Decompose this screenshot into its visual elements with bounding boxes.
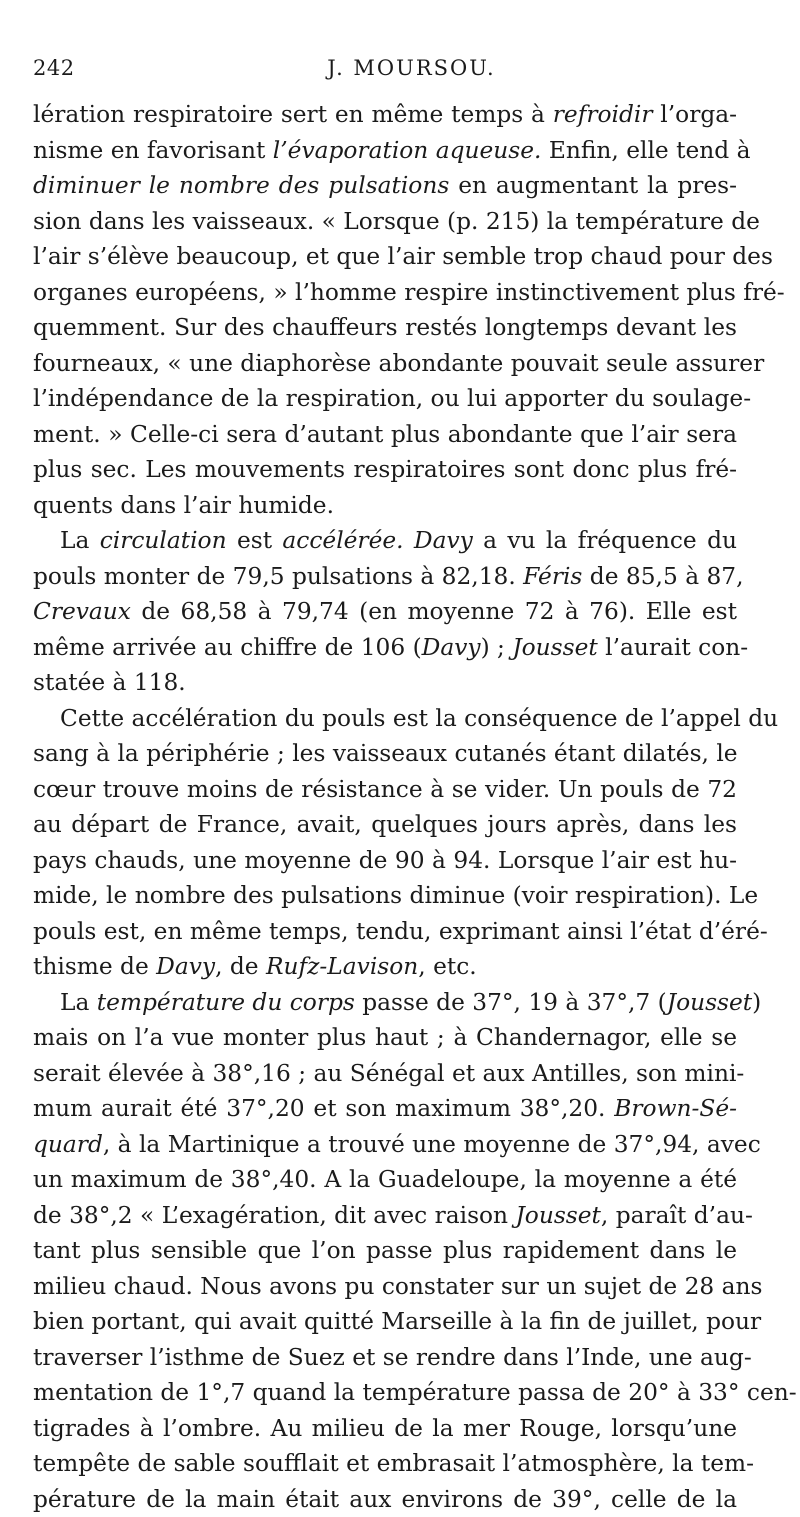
text-segment: statée à 118.	[33, 669, 186, 696]
text-line	[33, 1446, 737, 1482]
text-line	[33, 630, 737, 666]
text-segment: La	[60, 527, 100, 554]
text-line	[33, 594, 737, 630]
text-line	[33, 1375, 737, 1411]
italic-text: l’évaporation aqueuse.	[273, 137, 542, 164]
text-segment: a vu la fréquence du	[473, 527, 737, 554]
text-segment: )	[752, 989, 761, 1016]
text-segment: serait élevée à 38°,16 ; au Sénégal et aux Antilles, son mini-	[33, 1060, 744, 1087]
text-line	[33, 1091, 737, 1127]
text-line	[33, 1127, 737, 1163]
italic-text: accélérée. Davy	[282, 527, 472, 554]
text-segment: de 85,5 à 87,	[582, 563, 743, 590]
text-segment: pays chauds, une moyenne de 90 à 94. Lorsque l’air est hu-	[33, 847, 737, 874]
text-line	[33, 204, 737, 240]
body-text	[33, 97, 737, 1517]
text-segment: , etc.	[418, 953, 476, 980]
text-line	[33, 1411, 737, 1447]
text-line	[33, 310, 737, 346]
text-segment: quents dans l’air humide.	[33, 492, 334, 519]
text-segment: La	[60, 989, 97, 1016]
text-line	[33, 1340, 737, 1376]
text-line	[33, 452, 737, 488]
italic-text: Davy	[156, 953, 215, 980]
italic-text: circulation	[100, 527, 227, 554]
italic-text: Jousset	[667, 989, 752, 1016]
text-segment: tigrades à l’ombre. Au milieu de la mer Rouge, lorsqu’une	[33, 1415, 737, 1442]
text-segment: , à la Martinique a trouvé une moyenne de 37°,94, avec	[103, 1131, 761, 1158]
text-segment: cœur trouve moins de résistance à se vider. Un pouls de 72	[33, 776, 737, 803]
text-segment: en augmentant la pres-	[449, 172, 737, 199]
text-line	[33, 275, 737, 311]
text-segment: l’aurait con-	[598, 634, 748, 661]
italic-text: Rufz-Lavison	[266, 953, 418, 980]
text-segment: nisme en favorisant	[33, 137, 273, 164]
text-segment: thisme de	[33, 953, 156, 980]
running-head: J. MOURSOU.	[33, 56, 760, 80]
page-number: 242	[33, 56, 75, 80]
italic-text: Féris	[523, 563, 582, 590]
text-segment: plus sec. Les mouvements respiratoires sont donc plus fré-	[33, 456, 737, 483]
text-line	[33, 914, 737, 950]
text-segment: l’orga-	[652, 101, 737, 128]
italic-text: quard	[33, 1131, 103, 1158]
text-segment: , de	[215, 953, 266, 980]
text-line	[33, 523, 737, 559]
text-line	[33, 807, 737, 843]
text-segment: au départ de France, avait, quelques jours après, dans les	[33, 811, 737, 838]
text-line	[33, 559, 737, 595]
text-segment: tempête de sable soufflait et embrasait l’atmosphère, la tem-	[33, 1450, 754, 1477]
text-segment: sang à la périphérie ; les vaisseaux cutanés étant dilatés, le	[33, 740, 738, 767]
text-line	[33, 417, 737, 453]
text-line	[33, 1269, 737, 1305]
text-line	[33, 488, 737, 524]
text-line	[33, 878, 737, 914]
text-segment: de 68,58 à 79,74 (en moyenne 72 à 76). Elle est	[131, 598, 737, 625]
italic-text: refroidir	[553, 101, 653, 128]
text-line	[33, 1482, 737, 1517]
text-line	[33, 1233, 737, 1269]
italic-text: Crevaux	[33, 598, 131, 625]
italic-text: Jousset	[512, 634, 597, 661]
italic-text: température du corps	[97, 989, 355, 1016]
text-line	[33, 1198, 737, 1234]
text-line	[33, 1304, 737, 1340]
text-segment: sion dans les vaisseaux. « Lorsque (p. 215) la température de	[33, 208, 760, 235]
text-segment: quemment. Sur des chauffeurs restés longtemps devant les	[33, 314, 737, 341]
text-line	[33, 772, 737, 808]
text-line	[33, 381, 737, 417]
text-segment: Cette accélération du pouls est la conséquence de l’appel du	[60, 705, 778, 732]
text-line	[33, 346, 737, 382]
text-segment: bien portant, qui avait quitté Marseille à la fin de juillet, pour	[33, 1308, 761, 1335]
text-segment: pouls monter de 79,5 pulsations à 82,18.	[33, 563, 523, 590]
page-header	[33, 56, 760, 90]
text-line	[33, 701, 737, 737]
text-segment: passe de 37°, 19 à 37°,7 (	[355, 989, 667, 1016]
text-segment: fourneaux, « une diaphorèse abondante pouvait seule assurer	[33, 350, 764, 377]
text-segment: , paraît d’au-	[601, 1202, 753, 1229]
text-segment: ment. » Celle-ci sera d’autant plus abondante que l’air sera	[33, 421, 737, 448]
text-segment: milieu chaud. Nous avons pu constater sur un sujet de 28 ans	[33, 1273, 762, 1300]
text-line	[33, 168, 737, 204]
text-segment: l’indépendance de la respiration, ou lui apporter du soulage-	[33, 385, 751, 412]
text-line	[33, 97, 737, 133]
text-line	[33, 239, 737, 275]
text-line	[33, 843, 737, 879]
text-line	[33, 665, 737, 701]
italic-text: Davy	[422, 634, 481, 661]
text-segment: pouls est, en même temps, tendu, exprimant ainsi l’état d’éré-	[33, 918, 768, 945]
text-line	[33, 949, 737, 985]
text-segment: pérature de la main était aux environs de 39°, celle de la	[33, 1486, 737, 1513]
text-segment: traverser l’isthme de Suez et se rendre dans l’Inde, une aug-	[33, 1344, 752, 1371]
text-line	[33, 1056, 737, 1092]
text-segment: organes européens, » l’homme respire instinctivement plus fré-	[33, 279, 785, 306]
italic-text: Brown-Sé-	[614, 1095, 737, 1122]
text-segment: l’air s’élève beaucoup, et que l’air semble trop chaud pour des	[33, 243, 773, 270]
text-line	[33, 1020, 737, 1056]
italic-text: Jousset	[515, 1202, 600, 1229]
text-segment: Enfin, elle tend à	[541, 137, 750, 164]
text-segment: mide, le nombre des pulsations diminue (voir respiration). Le	[33, 882, 758, 909]
text-segment: mentation de 1°,7 quand la température passa de 20° à 33° cen-	[33, 1379, 797, 1406]
text-segment: un maximum de 38°,40. A la Guadeloupe, la moyenne a été	[33, 1166, 737, 1193]
text-segment: tant plus sensible que l’on passe plus rapidement dans le	[33, 1237, 737, 1264]
text-segment: de 38°,2 « L’exagération, dit avec raison	[33, 1202, 515, 1229]
text-segment: lération respiratoire sert en même temps à	[33, 101, 553, 128]
text-segment: est	[227, 527, 283, 554]
text-line	[33, 736, 737, 772]
text-segment: mais on l’a vue monter plus haut ; à Chandernagor, elle se	[33, 1024, 737, 1051]
text-line	[33, 133, 737, 169]
text-segment: même arrivée au chiffre de 106 (	[33, 634, 422, 661]
text-line	[33, 985, 737, 1021]
text-segment: ) ;	[481, 634, 513, 661]
italic-text: diminuer le nombre des pulsations	[33, 172, 449, 199]
text-line	[33, 1162, 737, 1198]
text-segment: mum aurait été 37°,20 et son maximum 38°,20.	[33, 1095, 614, 1122]
